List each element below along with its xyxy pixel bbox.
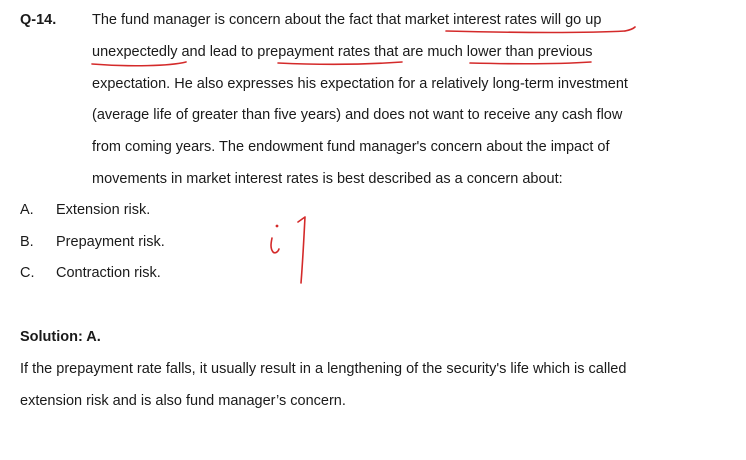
underline-much-lower-than (470, 62, 591, 64)
underline-prepayment-rates (278, 62, 402, 64)
question-line-1: The fund manager is concern about the fact that market interest rates will go up (92, 12, 602, 28)
underline-unexpectedly (92, 62, 186, 66)
handwritten-i-stroke (271, 238, 279, 253)
question-line-6: movements in market interest rates is best described as a concern about: (92, 171, 563, 187)
handwritten-i-dot (276, 225, 279, 228)
underline-go-up-tail (625, 27, 635, 31)
solution-line-2: extension risk and is also fund manager’s concern. (20, 393, 346, 409)
option-b-letter: B. (20, 234, 34, 250)
underline-market-interest-rates (446, 31, 625, 33)
option-b-text: Prepayment risk. (56, 234, 165, 250)
question-line-5: from coming years. The endowment fund manager's concern about the impact of (92, 139, 610, 155)
question-number: Q-14. (20, 12, 57, 28)
solution-line-1: If the prepayment rate falls, it usually result in a lengthening of the security's life which is called (20, 361, 627, 377)
option-c-letter: C. (20, 265, 35, 281)
handwritten-vertical-mark (298, 217, 305, 283)
option-c-text: Contraction risk. (56, 265, 161, 281)
question-line-4: (average life of greater than five years) and does not want to receive any cash flow (92, 107, 623, 123)
option-a-letter: A. (20, 202, 34, 218)
question-line-3: expectation. He also expresses his expectation for a relatively long-term investment (92, 76, 628, 92)
question-line-2: unexpectedly and lead to prepayment rates that are much lower than previous (92, 44, 593, 60)
solution-heading: Solution: A. (20, 329, 101, 345)
option-a-text: Extension risk. (56, 202, 151, 218)
